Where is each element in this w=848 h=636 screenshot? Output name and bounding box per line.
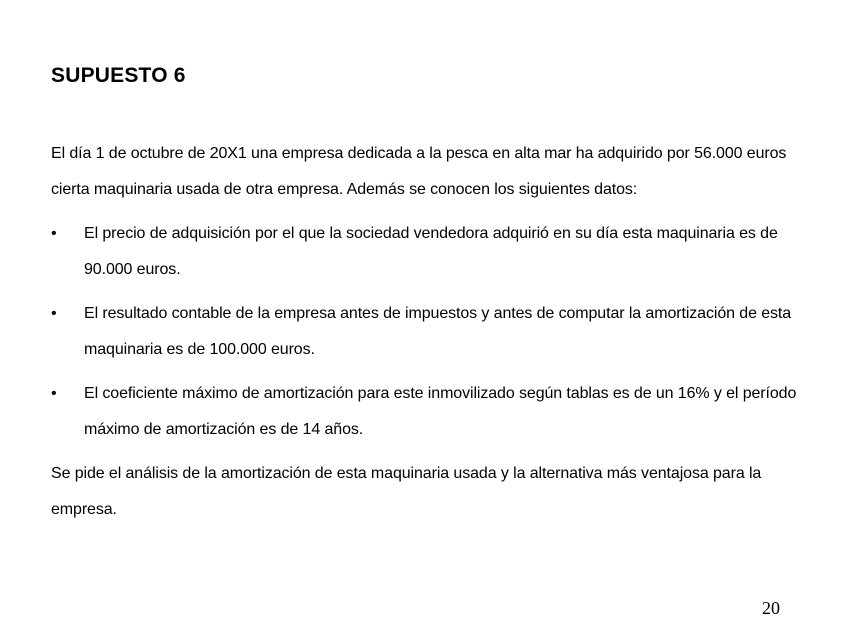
bullet-text: El coeficiente máximo de amortización para este inmovilizado según tablas es de un 16% y el período máximo de amortización es de 14 años. bbox=[84, 385, 797, 438]
bullet-icon: • bbox=[51, 385, 57, 402]
bullet-text: El resultado contable de la empresa antes de impuestos y antes de computar la amortización de esta maquinaria es de 100.000 euros. bbox=[84, 305, 792, 358]
slide-body bbox=[51, 136, 811, 536]
conclusion-paragraph: Se pide el análisis de la amortización de esta maquinaria usada y la alternativa más ventajosa para la empresa. bbox=[51, 465, 762, 518]
bullet-text: El precio de adquisición por el que la sociedad vendedora adquirió en su día esta maquinaria es de 90.000 euros. bbox=[84, 225, 778, 278]
page-number: 20 bbox=[762, 598, 780, 618]
bullet-item bbox=[51, 296, 811, 367]
bullet-icon: • bbox=[51, 225, 57, 242]
slide-title: SUPUESTO 6 bbox=[51, 64, 186, 87]
bullet-icon: • bbox=[51, 305, 57, 322]
bullet-item bbox=[51, 216, 811, 287]
bullet-item bbox=[51, 376, 811, 447]
intro-paragraph: El día 1 de octubre de 20X1 una empresa dedicada a la pesca en alta mar ha adquirido por 56.000 euros cierta maquinaria usada de otra empresa. Además se conocen los siguientes datos: bbox=[51, 145, 787, 198]
data-bullet-list bbox=[51, 216, 811, 447]
